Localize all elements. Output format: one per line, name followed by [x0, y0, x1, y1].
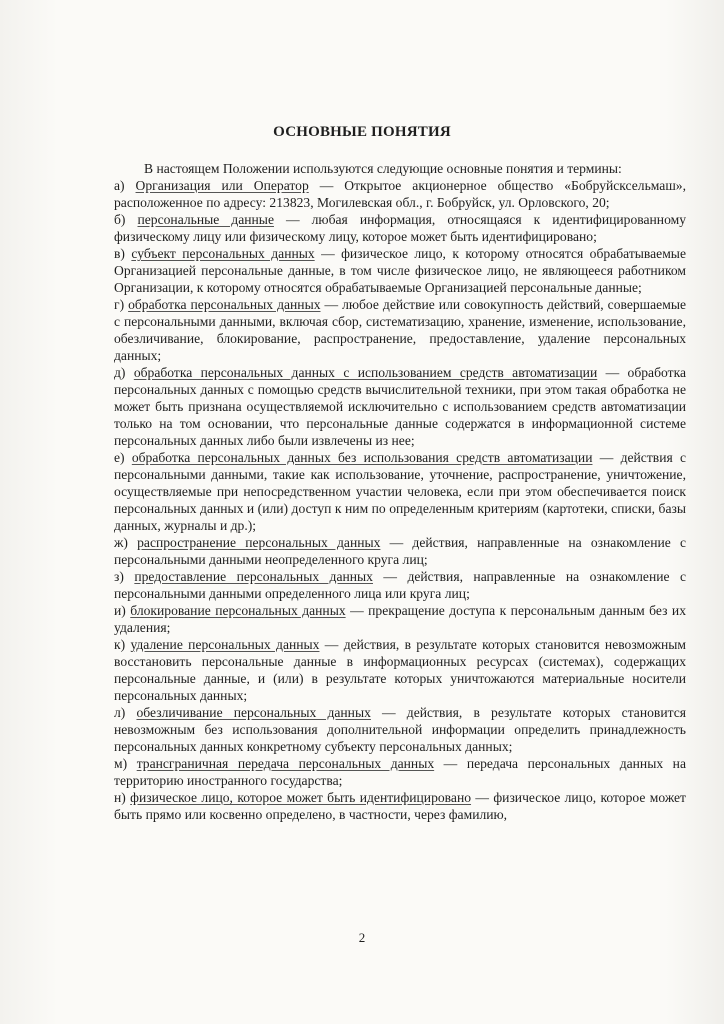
- item-term: Организация или Оператор: [135, 178, 309, 193]
- item-text: — действия, направленные на ознакомление с персональными данными неопределенного круга лиц;: [114, 535, 687, 567]
- item-prefix: а): [114, 178, 136, 193]
- definition-item-l: [114, 704, 686, 755]
- item-text: — действия, направленные на ознакомление с персональными данными определенного лица или круга лиц;: [114, 569, 686, 601]
- item-term: блокирование персональных данных: [130, 603, 346, 618]
- item-text: — передача персональных данных на территорию иностранного государства;: [114, 756, 686, 788]
- item-term: обезличивание персональных данных: [136, 705, 371, 720]
- item-term: физическое лицо, которое может быть идентифицировано: [130, 790, 472, 805]
- item-prefix: и): [114, 603, 131, 618]
- item-text: — физическое лицо, которое может быть прямо или косвенно определено, в частности, через фамилию,: [114, 790, 686, 822]
- item-prefix: к): [114, 637, 131, 652]
- item-text: — физическое лицо, к которому относятся обрабатываемые Организацией персональные данные, в том числе физическое лицо, не являющееся работником Организации, к которому относятся обрабатываемые Организацией персональные данные;: [114, 246, 686, 295]
- item-prefix: б): [114, 212, 138, 227]
- item-term: обработка персональных данных: [128, 297, 321, 312]
- definition-item-d: [114, 364, 686, 449]
- item-term: субъект персональных данных: [131, 246, 315, 261]
- item-prefix: е): [114, 450, 132, 465]
- item-term: удаление персональных данных: [130, 637, 320, 652]
- item-term: персональные данные: [137, 212, 274, 227]
- item-text: — действия, в результате которых становится невозможным без использования дополнительной информации определить принадлежность персональных данных конкретному субъекту персональных данных;: [114, 705, 686, 754]
- definitions-body: [114, 160, 686, 823]
- item-term: распространение персональных данных: [137, 535, 381, 550]
- item-text: — любое действие или совокупность действий, совершаемые с персональными данными, включая сбор, систематизацию, хранение, изменение, использование, обезличивание, блокирование, распространение, предоставление, удаление персональных данных;: [114, 297, 686, 363]
- definition-item-g: [114, 296, 686, 364]
- definition-item-k: [114, 636, 686, 704]
- definition-item-e: [114, 449, 686, 534]
- item-prefix: л): [114, 705, 137, 720]
- definition-item-n: [114, 789, 686, 823]
- definition-item-a: [114, 177, 686, 211]
- page-title: ОСНОВНЫЕ ПОНЯТИЯ: [273, 124, 451, 140]
- item-text: — действия с персональными данными, такие как использование, уточнение, распространение, уничтожение, осуществляемые при непосредственном участии человека, если при этом обеспечивается поиск персональных данных и (или) доступ к ним по определенным критериям (картотеки, списки, базы данных, журналы и др.);: [114, 450, 687, 533]
- item-prefix: в): [114, 246, 132, 261]
- item-text: — прекращение доступа к персональным данным без их удаления;: [114, 603, 687, 635]
- item-term: предоставление персональных данных: [134, 569, 373, 584]
- item-prefix: н): [114, 790, 131, 805]
- definition-item-z: [114, 568, 686, 602]
- page-number: 2: [358, 930, 366, 945]
- item-term: трансграничная передача персональных данных: [136, 756, 435, 771]
- definition-item-zh: [114, 534, 686, 568]
- definition-item-v: [114, 245, 686, 296]
- item-text: — обработка персональных данных с помощью средств вычислительной техники, при этом такая обработка не может быть признана осуществляемой исключительно с использованием средств автоматизации только на том основании, что персональные данные содержатся в информационной системе персональных данных либо были извлечены из нее;: [114, 365, 687, 448]
- item-text: — действия, в результате которых становится невозможным восстановить персональные данные в информационных ресурсах (системах), содержащих персональные данные, и (или) в результате которых уничтожаются материальные носители персональных данных;: [114, 637, 686, 703]
- definition-item-b: [114, 211, 686, 245]
- item-text: — любая информация, относящаяся к идентифицированному физическому лицу или физическому лицу, которое может быть идентифицировано;: [114, 212, 687, 244]
- item-term: обработка персональных данных с использованием средств автоматизации: [133, 365, 598, 380]
- definition-item-m: [114, 755, 686, 789]
- item-term: обработка персональных данных без использования средств автоматизации: [131, 450, 593, 465]
- item-prefix: г): [114, 297, 129, 312]
- item-prefix: м): [114, 756, 137, 771]
- item-text: — Открытое акционерное общество «Бобруйсксельмаш», расположенное по адресу: 213823, Могилевская обл., г. Бобруйск, ул. Орловского, 20;: [114, 178, 686, 210]
- item-prefix: з): [114, 569, 135, 584]
- intro-paragraph: В настоящем Положении используются следующие основные понятия и термины:: [144, 161, 622, 176]
- item-prefix: ж): [114, 535, 138, 550]
- item-prefix: д): [114, 365, 134, 380]
- definition-item-i: [114, 602, 686, 636]
